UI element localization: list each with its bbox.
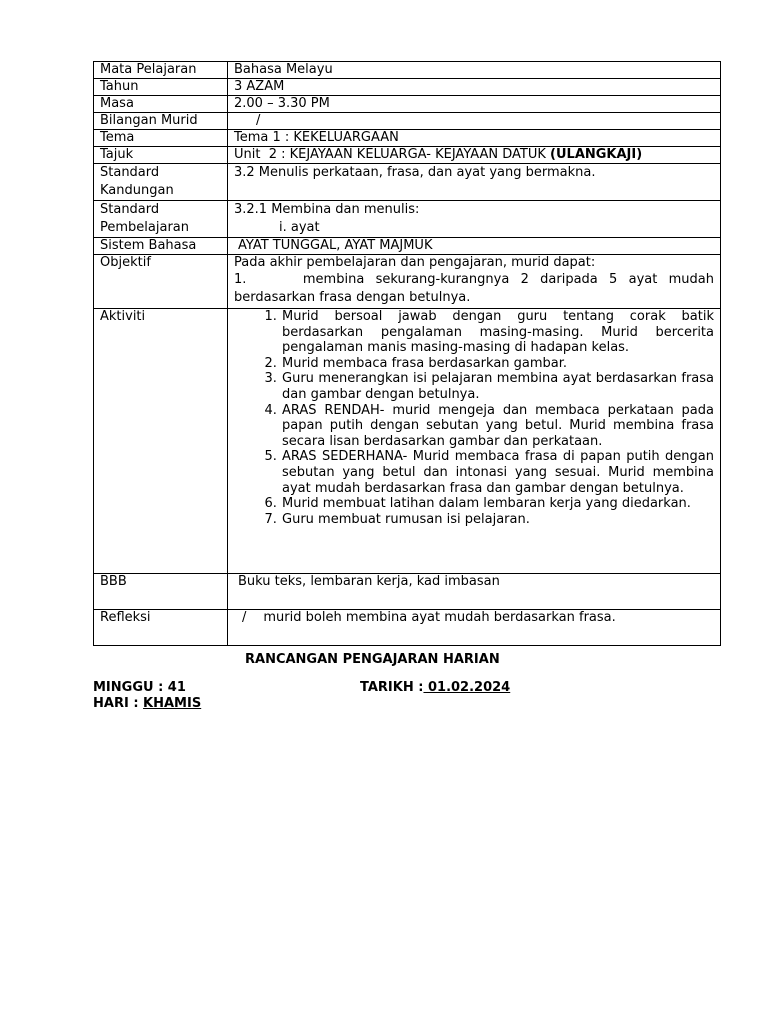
row-sistem-bahasa (94, 238, 721, 255)
value-mata-pelajaran: Bahasa Melayu (228, 62, 721, 79)
aktiviti-item: 2. Murid membaca frasa berdasarkan gambar. (281, 356, 714, 372)
label-standard-kandungan (94, 164, 228, 201)
label-tema: Tema (94, 130, 228, 147)
aktiviti-item: 3. Guru menerangkan isi pelajaran membina ayat berdasarkan frasa dan gambar dengan betulnya. (281, 371, 714, 402)
value-aktiviti (228, 309, 721, 574)
objektif-intro: Pada akhir pembelajaran dan pengajaran, murid dapat: (234, 255, 596, 270)
label-standard-pembelajaran-line1: Standard (100, 202, 160, 217)
hari-value: KHAMIS (143, 696, 202, 711)
value-bilangan-murid (228, 113, 721, 130)
label-bilangan-murid: Bilangan Murid (94, 113, 228, 130)
aktiviti-list (234, 309, 714, 527)
standard-pembelajaran-text: 3.2.1 Membina dan menulis: (234, 202, 420, 217)
label-objektif: Objektif (94, 255, 228, 309)
label-tajuk: Tajuk (94, 147, 228, 164)
row-masa (94, 96, 721, 113)
tarikh-label: TARIKH : (360, 680, 424, 695)
row-bbb (94, 574, 721, 610)
objektif-item (234, 271, 714, 307)
row-tema (94, 130, 721, 147)
value-standard-pembelajaran (228, 201, 721, 238)
bbb-text: Buku teks, lembaran kerja, kad imbasan (238, 574, 500, 589)
document-title: RANCANGAN PENGAJARAN HARIAN (245, 652, 500, 667)
value-objektif (228, 255, 721, 309)
value-tahun: 3 AZAM (228, 79, 721, 96)
tarikh (360, 680, 510, 695)
value-sistem-bahasa (228, 238, 721, 255)
hari (93, 696, 201, 711)
label-bbb: BBB (94, 574, 228, 610)
refleksi-mark: / (242, 610, 247, 625)
hari-label: HARI : (93, 696, 144, 711)
label-standard-kandungan-line1: Standard (100, 165, 160, 180)
tajuk-text: Unit 2 : KEJAYAAN KELUARGA- KEJAYAAN DATUK (234, 147, 551, 162)
row-aktiviti (94, 309, 721, 574)
aktiviti-item: 1. Murid bersoal jawab dengan guru tentang corak batik berdasarkan pengalaman masing-masing. Murid bercerita pengalaman manis masing-masing di hadapan kelas. (281, 309, 714, 356)
label-standard-pembelajaran (94, 201, 228, 238)
aktiviti-item: 7. Guru membuat rumusan isi pelajaran. (281, 512, 714, 528)
row-standard-pembelajaran (94, 201, 721, 238)
tarikh-value: 01.02.2024 (423, 680, 511, 695)
label-tahun: Tahun (94, 79, 228, 96)
row-objektif (94, 255, 721, 309)
standard-pembelajaran-sub-item: i. ayat (279, 220, 320, 235)
row-tajuk (94, 147, 721, 164)
label-standard-pembelajaran-line2: Pembelajaran (100, 220, 189, 235)
bilangan-murid-mark: / (256, 113, 261, 128)
label-refleksi: Refleksi (94, 610, 228, 646)
value-standard-kandungan: 3.2 Menulis perkataan, frasa, dan ayat yang bermakna. (228, 164, 721, 201)
row-bilangan-murid (94, 113, 721, 130)
aktiviti-item: 5. ARAS SEDERHANA- Murid membaca frasa di papan putih dengan sebutan yang betul dan intonasi yang sesuai. Murid membina ayat mudah berdasarkan frasa dan gambar dengan betulnya. (281, 449, 714, 496)
value-tajuk (228, 147, 721, 164)
value-masa: 2.00 – 3.30 PM (228, 96, 721, 113)
row-refleksi (94, 610, 721, 646)
value-refleksi (228, 610, 721, 646)
row-standard-kandungan (94, 164, 721, 201)
label-aktiviti: Aktiviti (94, 309, 228, 574)
label-sistem-bahasa: Sistem Bahasa (94, 238, 228, 255)
label-masa: Masa (94, 96, 228, 113)
refleksi-text: murid boleh membina ayat mudah berdasarkan frasa. (263, 610, 616, 625)
value-bbb (228, 574, 721, 610)
objektif-item-number: 1. (234, 272, 247, 287)
tajuk-bold-text: (ULANGKAJI) (550, 147, 643, 162)
aktiviti-item: 4. ARAS RENDAH- murid mengeja dan membaca perkataan pada papan putih dengan sebutan yang betul. Murid membina frasa secara lisan berdasarkan gambar dan perkataan. (281, 403, 714, 450)
row-tahun (94, 79, 721, 96)
objektif-item-text: membina sekurang-kurangnya 2 daripada 5 ayat mudah berdasarkan frasa dengan betulnya. (234, 272, 714, 305)
sistem-bahasa-text: AYAT TUNGGAL, AYAT MAJMUK (238, 238, 433, 253)
minggu-label: MINGGU : 41 (93, 680, 186, 695)
value-tema: Tema 1 : KEKELUARGAAN (228, 130, 721, 147)
label-standard-kandungan-line2: Kandungan (100, 183, 174, 198)
aktiviti-item: 6. Murid membuat latihan dalam lembaran kerja yang diedarkan. (281, 496, 714, 512)
lesson-plan-table (93, 61, 721, 646)
row-mata-pelajaran (94, 62, 721, 79)
label-mata-pelajaran: Mata Pelajaran (94, 62, 228, 79)
